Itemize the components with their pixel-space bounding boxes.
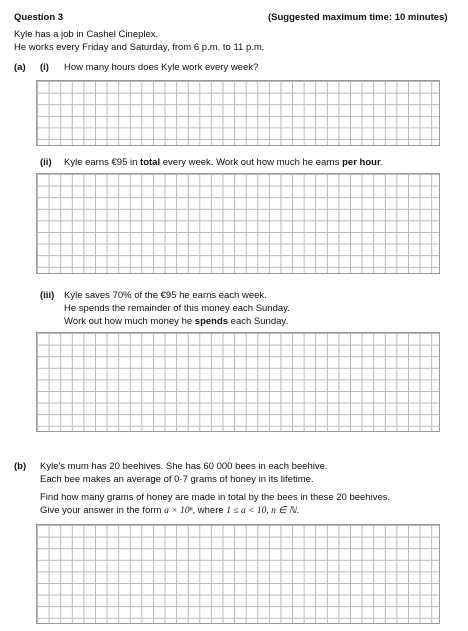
answer-grid-a-ii[interactable] xyxy=(36,173,440,274)
time-note: (Suggested maximum time: 10 minutes) xyxy=(268,12,448,23)
part-a-iii-label: (iii) xyxy=(40,290,55,301)
scientific-notation-form: a × 10ⁿ xyxy=(164,506,193,516)
emphasis-per-hour: per hour xyxy=(342,157,381,168)
part-a-ii-label: (ii) xyxy=(40,157,52,168)
answer-grid-b[interactable] xyxy=(36,524,440,624)
part-b-label: (b) xyxy=(14,461,27,472)
intro-line-1: Kyle has a job in Cashel Cineplex. xyxy=(14,29,159,40)
part-a-label: (a) xyxy=(14,62,26,73)
question-title: Question 3 xyxy=(14,12,64,23)
emphasis-spends: spends xyxy=(194,316,229,327)
part-a-i-label: (i) xyxy=(40,62,49,73)
part-a-iii-line-2: He spends the remainder of this money each Sunday. xyxy=(64,303,290,314)
part-b-line-3: Find how many grams of honey are made in total by the bees in these 20 beehives. xyxy=(40,492,391,503)
answer-grid-a-i[interactable] xyxy=(36,80,440,146)
part-b-line-4: Give your answer in the form a × 10ⁿ, where 1 ≤ a < 10, n ∈ ℕ. xyxy=(40,505,300,516)
part-b-line-1: Kyle's mum has 20 beehives. She has 60 000 bees in each beehive. xyxy=(40,461,328,472)
part-a-iii-line-3: Work out how much money he spends each Sunday. xyxy=(64,316,289,327)
part-a-i-question: How many hours does Kyle work every week? xyxy=(64,62,259,73)
emphasis-total: total xyxy=(140,157,161,168)
intro-line-2: He works every Friday and Saturday, from 6 p.m. to 11 p.m. xyxy=(14,42,265,53)
part-a-iii-line-1: Kyle saves 70% of the €95 he earns each week. xyxy=(64,290,267,301)
part-a-ii-question: Kyle earns €95 in total every week. Work out how much he earns per hour. xyxy=(64,157,384,168)
part-b-line-2: Each bee makes an average of 0·7 grams of honey in its lifetime. xyxy=(40,474,314,485)
notation-condition: 1 ≤ a < 10, n ∈ ℕ xyxy=(226,506,297,516)
answer-grid-a-iii[interactable] xyxy=(36,332,440,432)
